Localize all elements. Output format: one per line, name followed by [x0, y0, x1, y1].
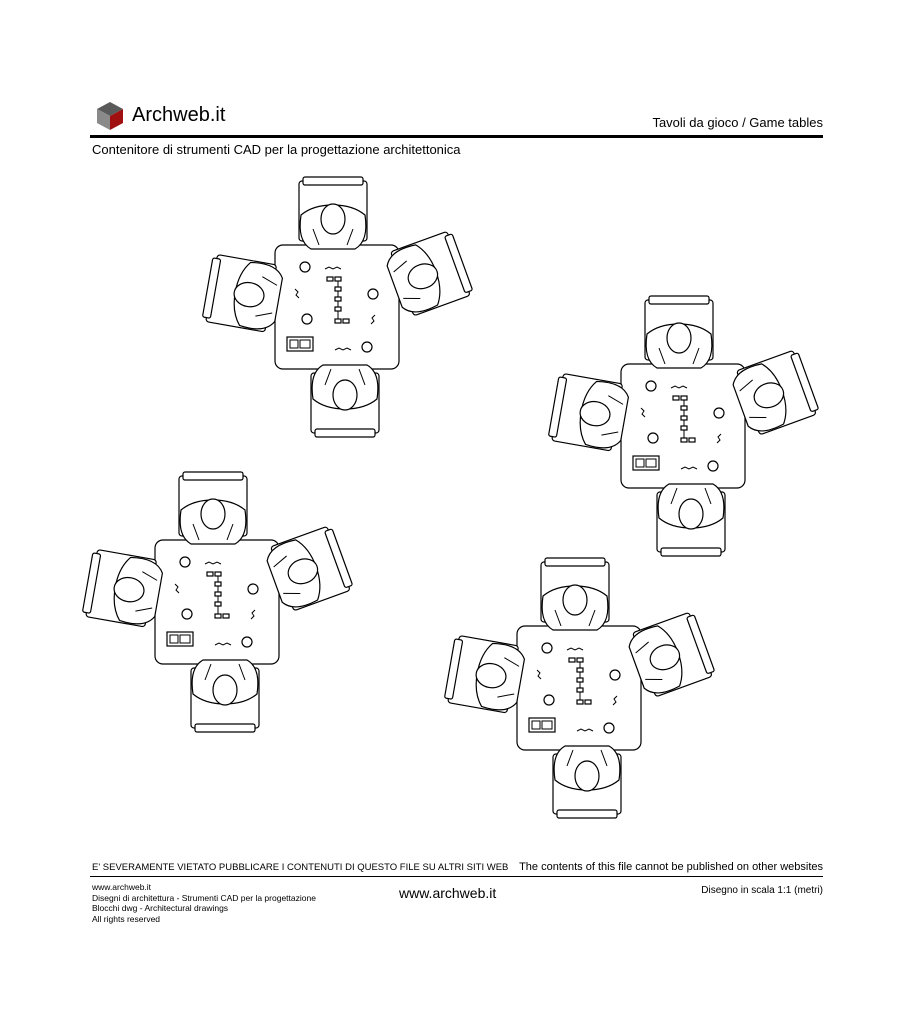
scale-note: Disegno in scala 1:1 (metri) [701, 885, 823, 896]
warning-english: The contents of this file cannot be published on other websites [519, 861, 823, 873]
footer-credit-line: www.archweb.it [92, 882, 152, 892]
footer-credit-line: Disegni di architettura - Strumenti CAD per la progettazione [92, 892, 316, 903]
header-divider [90, 135, 823, 138]
brand-name: Archweb.it [132, 104, 226, 126]
archweb-logo-icon [96, 101, 124, 131]
footer-divider [90, 876, 823, 877]
game-tables-drawing [0, 170, 915, 860]
footer-credit-line: Blocchi dwg - Architectural drawings [92, 903, 229, 913]
game-table-1 [202, 177, 474, 437]
game-table-2 [548, 296, 820, 556]
footer-website[interactable]: www.archweb.it [399, 885, 497, 901]
footer-credits [92, 882, 316, 924]
page-title: Tavoli da gioco / Game tables [652, 115, 823, 130]
game-table-3 [82, 472, 354, 732]
subtitle: Contenitore di strumenti CAD per la progettazione architettonica [92, 142, 461, 157]
footer-credit-line: All rights reserved [92, 913, 161, 924]
game-table-4 [444, 558, 716, 818]
warning-italian: E' SEVERAMENTE VIETATO PUBBLICARE I CONTENUTI DI QUESTO FILE SU ALTRI SITI WEB [92, 862, 509, 873]
